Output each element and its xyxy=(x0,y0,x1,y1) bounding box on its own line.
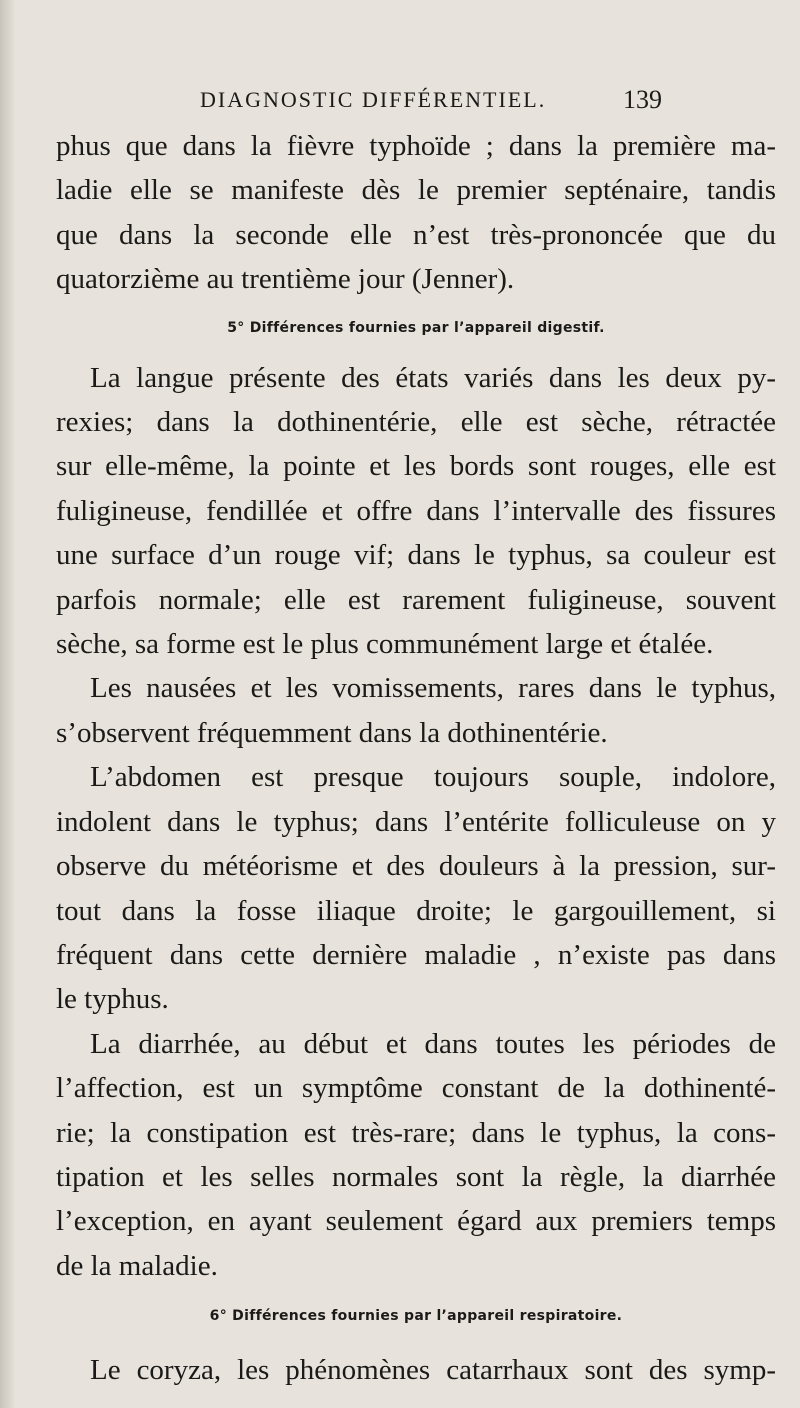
paragraph xyxy=(56,124,776,302)
text-line: fréquent dans cette dernière maladie , n’existe pas dans xyxy=(56,938,776,971)
text-line: sur elle-même, la pointe et les bords sont rouges, elle est xyxy=(56,450,776,483)
text-line: que dans la seconde elle n’est très-prononcée que du xyxy=(56,218,776,251)
text-line: indolent dans le typhus; dans l’entérite folliculeuse on y xyxy=(56,805,776,838)
text-line: sèche, sa forme est le plus communément large et étalée. xyxy=(56,628,714,661)
text-line: l’affection, est un symptôme constant de la dothinenté- xyxy=(56,1072,776,1105)
text-line: fuligineuse, fendillée et offre dans l’intervalle des fissures xyxy=(56,494,776,527)
text-line: s’observent fréquemment dans la dothinentérie. xyxy=(56,716,608,749)
text-line: La langue présente des états variés dans les deux py- xyxy=(90,361,776,394)
text-line: rexies; dans la dothinentérie, elle est sèche, rétractée xyxy=(56,406,776,439)
text-line: tipation et les selles normales sont la règle, la diarrhée xyxy=(56,1160,776,1193)
paragraph xyxy=(56,1348,776,1392)
text-line: quatorzième au trentième jour (Jenner). xyxy=(56,263,515,296)
text-line: tout dans la fosse iliaque droite; le gargouillement, si xyxy=(56,894,776,927)
page-body xyxy=(56,124,776,1393)
text-line: rie; la constipation est très-rare; dans le typhus, la cons- xyxy=(56,1116,776,1149)
text-line: observe du météorisme et des douleurs à la pression, sur- xyxy=(56,850,776,883)
page-header xyxy=(200,80,662,120)
section-heading-respiratoire: 6° Différences fournies par l’appareil respiratoire. xyxy=(209,1308,623,1325)
text-line: ladie elle se manifeste dès le premier septénaire, tandis xyxy=(56,174,776,207)
paragraph xyxy=(56,1022,776,1288)
text-line: Les nausées et les vomissements, rares dans le typhus, xyxy=(90,672,776,705)
text-line: de la maladie. xyxy=(56,1249,218,1282)
text-line: le typhus. xyxy=(56,983,169,1016)
page-edge xyxy=(0,0,14,1408)
paragraph xyxy=(56,755,776,1021)
section-heading-digestif: 5° Différences fournies par l’appareil digestif. xyxy=(227,319,605,336)
paragraph xyxy=(56,356,776,667)
text-line: parfois normale; elle est rarement fuligineuse, souvent xyxy=(56,583,776,616)
text-line: phus que dans la fièvre typhoïde ; dans la première ma- xyxy=(56,130,776,162)
text-line: Le coryza, les phénomènes catarrhaux sont des symp- xyxy=(90,1354,776,1387)
running-title: DIAGNOSTIC DIFFÉRENTIEL. xyxy=(200,87,547,112)
text-line: une surface d’un rouge vif; dans le typhus, sa couleur est xyxy=(56,539,776,572)
page-number: 139 xyxy=(623,85,662,114)
paragraph xyxy=(56,666,776,755)
text-line: l’exception, en ayant seulement égard aux premiers temps xyxy=(56,1205,776,1238)
text-line: L’abdomen est presque toujours souple, indolore, xyxy=(90,761,776,794)
text-line: La diarrhée, au début et dans toutes les périodes de xyxy=(90,1027,776,1060)
